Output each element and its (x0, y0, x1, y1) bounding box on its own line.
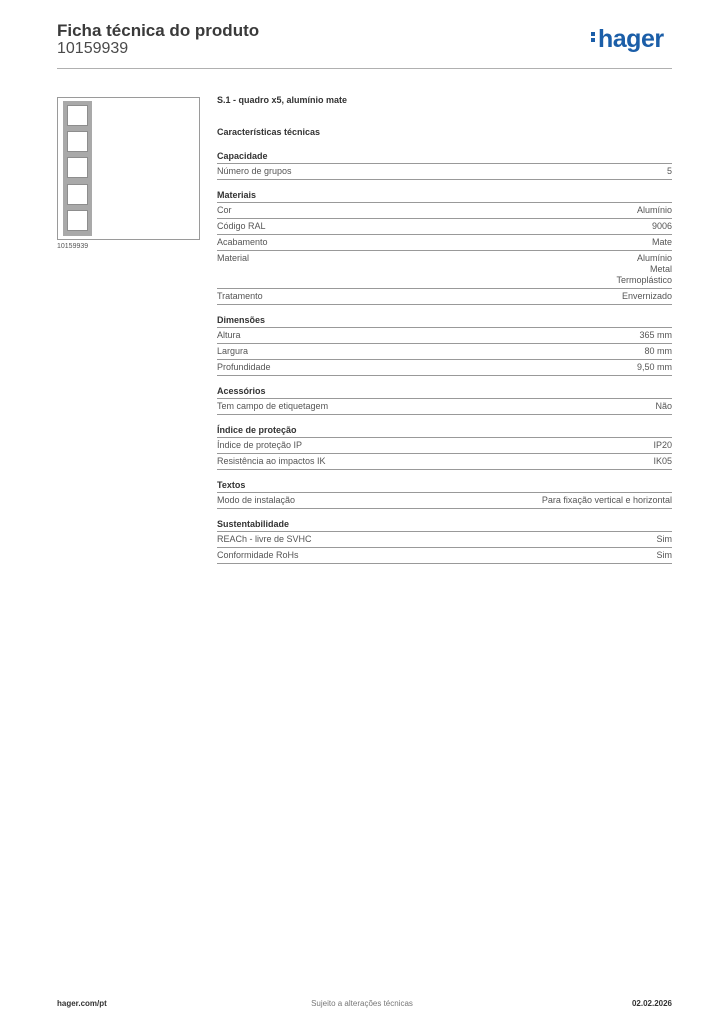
spec-label: Largura (217, 346, 249, 356)
spec-row (217, 289, 672, 305)
spec-value-line: Não (655, 401, 672, 411)
spec-value-line: Termoplástico (616, 275, 672, 285)
spec-group (217, 190, 672, 305)
spec-value (657, 534, 673, 545)
spec-label: Tem campo de etiquetagem (217, 401, 329, 411)
product-code: 10159939 (57, 40, 129, 57)
spec-label: Modo de instalação (217, 495, 296, 505)
spec-label: Código RAL (217, 221, 266, 231)
frame-cell (67, 157, 88, 178)
spec-label: Resistência ao impactos IK (217, 456, 326, 466)
group-title: Sustentabilidade (217, 519, 672, 532)
spec-label: Índice de proteção IP (217, 440, 303, 450)
spec-row (217, 328, 672, 344)
spec-groups (217, 151, 672, 564)
spec-value (653, 456, 672, 467)
group-title: Índice de proteção (217, 425, 672, 438)
spec-group (217, 315, 672, 376)
product-name: S.1 - quadro x5, alumínio mate (217, 95, 348, 105)
spec-value-line: Sim (656, 550, 672, 560)
frame-cell (67, 131, 88, 152)
group-title: Acessórios (217, 386, 672, 399)
group-title: Textos (217, 480, 672, 493)
hager-logo (591, 25, 664, 54)
spec-label: REACh - livre de SVHC (217, 534, 312, 544)
spec-value (639, 330, 672, 341)
spec-value-line: Para fixação vertical e horizontal (541, 495, 672, 505)
spec-group (217, 480, 672, 509)
footer-website: hager.com/pt (57, 999, 107, 1008)
group-title: Materiais (217, 190, 672, 203)
spec-label: Profundidade (217, 362, 271, 372)
spec-value (542, 495, 672, 506)
spec-row (217, 235, 672, 251)
image-caption: 10159939 (57, 243, 89, 250)
spec-row (217, 493, 672, 509)
spec-row (217, 454, 672, 470)
footer-notice: Sujeito a alterações técnicas (311, 999, 413, 1008)
spec-value-line: Sim (656, 534, 672, 544)
frame-x5-icon (63, 101, 92, 236)
spec-value-line: 80 mm (644, 346, 672, 356)
spec-row (217, 203, 672, 219)
spec-label: Conformidade RoHs (217, 550, 299, 560)
spec-group (217, 151, 672, 180)
document-title: Ficha técnica do produto (57, 21, 260, 40)
spec-value (637, 362, 672, 373)
spec-label: Tratamento (217, 291, 263, 301)
spec-label: Número de grupos (217, 166, 292, 176)
spec-value (652, 237, 672, 248)
logo-dots-icon (591, 30, 596, 44)
spec-value-line: Mate (651, 237, 672, 247)
header-divider (57, 68, 672, 69)
frame-cell (67, 184, 88, 205)
spec-group (217, 425, 672, 470)
spec-row (217, 164, 672, 180)
spec-row (217, 251, 672, 289)
logo-text: hager (598, 25, 664, 53)
spec-row (217, 399, 672, 415)
spec-value (644, 346, 672, 357)
spec-row (217, 438, 672, 454)
spec-value-line: Alumínio (636, 253, 672, 263)
spec-group (217, 386, 672, 415)
spec-row (217, 532, 672, 548)
product-image (57, 97, 200, 240)
spec-label: Material (217, 253, 250, 263)
spec-value-line: IK05 (653, 456, 672, 466)
spec-row (217, 219, 672, 235)
spec-value (637, 205, 672, 216)
frame-cell (67, 105, 88, 126)
spec-value-line: 365 mm (639, 330, 672, 340)
spec-sheet (217, 91, 672, 564)
section-heading: Características técnicas (217, 127, 321, 137)
spec-value-line: Metal (649, 264, 672, 274)
spec-value (657, 550, 673, 561)
spec-label: Cor (217, 205, 232, 215)
spec-value (667, 166, 672, 177)
spec-value-line: 5 (666, 166, 672, 176)
footer-date: 02.02.2026 (631, 999, 672, 1008)
spec-label: Acabamento (217, 237, 268, 247)
spec-value-line: IP20 (653, 440, 672, 450)
spec-group (217, 519, 672, 564)
group-title: Dimensões (217, 315, 672, 328)
spec-value (622, 291, 672, 302)
spec-label: Altura (217, 330, 241, 340)
spec-value (655, 401, 672, 412)
spec-value-line: Envernizado (621, 291, 672, 301)
spec-value (652, 221, 672, 232)
group-title: Capacidade (217, 151, 672, 164)
spec-row (217, 548, 672, 564)
spec-value (616, 253, 672, 286)
spec-value (653, 440, 672, 451)
spec-value-line: 9006 (651, 221, 672, 231)
frame-cell (67, 210, 88, 231)
spec-row (217, 360, 672, 376)
spec-row (217, 344, 672, 360)
spec-value-line: Alumínio (636, 205, 672, 215)
spec-value-line: 9,50 mm (636, 362, 672, 372)
